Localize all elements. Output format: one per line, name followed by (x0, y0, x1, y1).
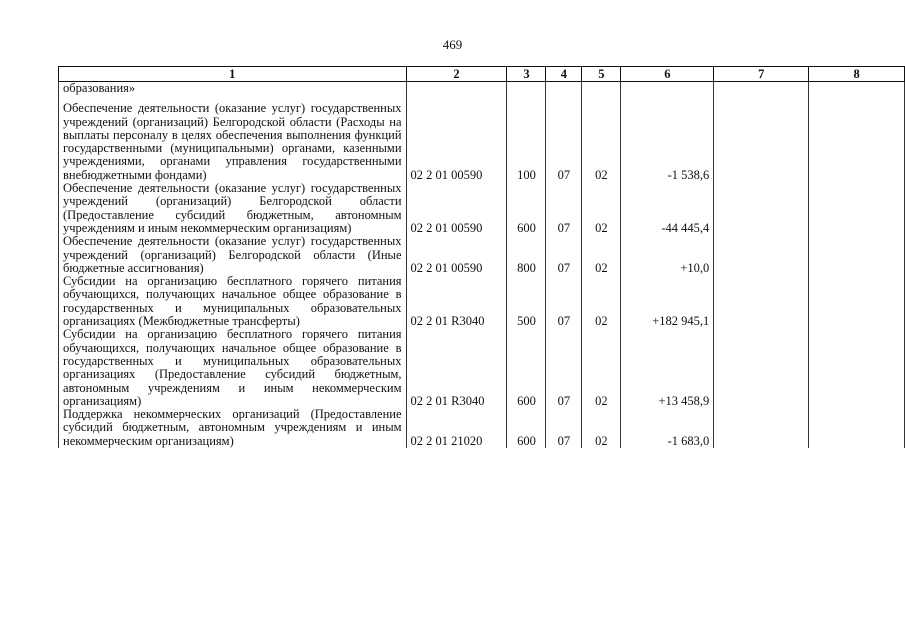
row-col7 (714, 408, 809, 448)
header-col-2: 2 (406, 67, 507, 82)
row-col8 (809, 182, 905, 235)
row-name: Обеспечение деятельности (оказание услуг) государственных учреждений (организаций) Белгородской области (Иные бюджетные ассигнования) (59, 235, 407, 275)
header-col-4: 4 (546, 67, 582, 82)
row-sum: +13 458,9 (621, 328, 714, 408)
header-col-3: 3 (507, 67, 546, 82)
row-col7 (714, 182, 809, 235)
row-col7 (714, 328, 809, 408)
row-code: 02 2 01 00590 (406, 182, 507, 235)
header-col-5: 5 (582, 67, 621, 82)
row-col8 (809, 235, 905, 275)
row-rz: 07 (546, 235, 582, 275)
row-code: 02 2 01 R3040 (406, 275, 507, 328)
row-rz: 07 (546, 408, 582, 448)
row-vr: 500 (507, 275, 546, 328)
table-row (59, 275, 905, 328)
row-vr: 800 (507, 235, 546, 275)
budget-table (58, 66, 905, 448)
row-col7 (714, 102, 809, 182)
row-col7 (714, 235, 809, 275)
row-pr: 02 (582, 182, 621, 235)
header-row (59, 67, 905, 82)
row-vr: 600 (507, 408, 546, 448)
row-rz: 07 (546, 102, 582, 182)
row-name: Поддержка некоммерческих организаций (Предоставление субсидий бюджетным, автономным учреждениям и иным некоммерческим организациям) (59, 408, 407, 448)
row-pr: 02 (582, 235, 621, 275)
continuation-text: образования» (59, 82, 407, 96)
row-sum: -44 445,4 (621, 182, 714, 235)
row-rz: 07 (546, 328, 582, 408)
row-code: 02 2 01 21020 (406, 408, 507, 448)
row-col8 (809, 102, 905, 182)
row-code: 02 2 01 00590 (406, 102, 507, 182)
row-name: Обеспечение деятельности (оказание услуг) государственных учреждений (организаций) Белгородской области (Предоставление субсидий бюджетным, автономным учреждениям и иным некоммерческим организациям) (59, 182, 407, 235)
table-row (59, 102, 905, 182)
row-rz: 07 (546, 182, 582, 235)
table-row (59, 408, 905, 448)
header-col-7: 7 (714, 67, 809, 82)
header-col-8: 8 (809, 67, 905, 82)
row-pr: 02 (582, 275, 621, 328)
row-col8 (809, 328, 905, 408)
table-row (59, 328, 905, 408)
row-sum: +10,0 (621, 235, 714, 275)
row-rz: 07 (546, 275, 582, 328)
continuation-row (59, 82, 905, 96)
row-col7 (714, 275, 809, 328)
header-col-1: 1 (59, 67, 407, 82)
row-col8 (809, 275, 905, 328)
page-number: 469 (442, 37, 463, 52)
header-col-6: 6 (621, 67, 714, 82)
row-pr: 02 (582, 102, 621, 182)
row-pr: 02 (582, 408, 621, 448)
row-vr: 600 (507, 328, 546, 408)
row-name: Обеспечение деятельности (оказание услуг) государственных учреждений (организаций) Белгородской области (Расходы на выплаты персоналу в целях обеспечения выполнения функций государственными (муниципальными) органами, казенными учреждениями, органами управления государственными внебюджетными фондами) (59, 102, 407, 182)
row-vr: 100 (507, 102, 546, 182)
row-code: 02 2 01 00590 (406, 235, 507, 275)
row-col8 (809, 408, 905, 448)
row-sum: +182 945,1 (621, 275, 714, 328)
row-sum: -1 683,0 (621, 408, 714, 448)
row-name: Субсидии на организацию бесплатного горячего питания обучающихся, получающих начальное общее образование в государственных и муниципальных образовательных организациях (Межбюджетные трансферты) (59, 275, 407, 328)
row-sum: -1 538,6 (621, 102, 714, 182)
row-pr: 02 (582, 328, 621, 408)
row-code: 02 2 01 R3040 (406, 328, 507, 408)
row-vr: 600 (507, 182, 546, 235)
table-row (59, 182, 905, 235)
table-row (59, 235, 905, 275)
row-name: Субсидии на организацию бесплатного горячего питания обучающихся, получающих начальное общее образование в государственных и муниципальных образовательных организациях (Предоставление субсидий бюджетным, автономным учреждениям и иным некоммерческим организациям) (59, 328, 407, 408)
